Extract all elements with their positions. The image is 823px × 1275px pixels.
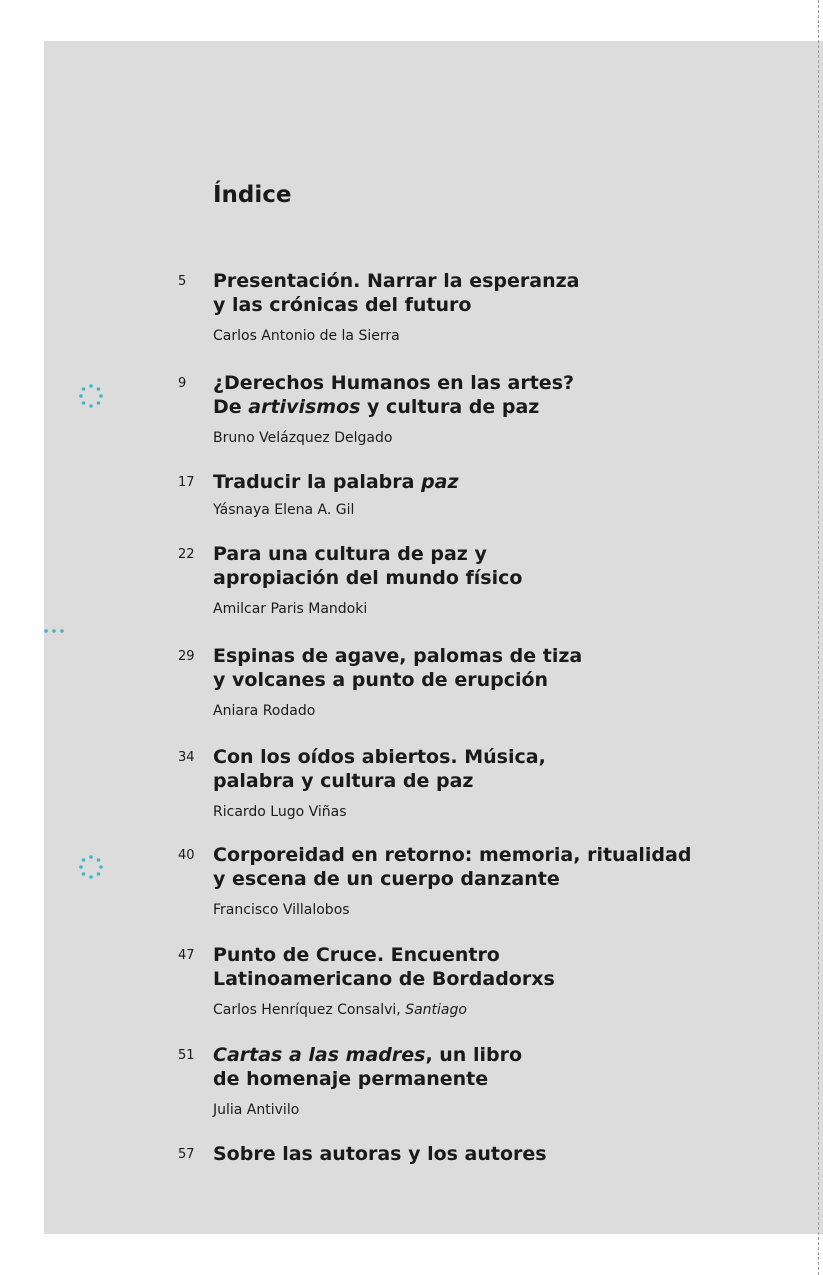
entry-title-line: de homenaje permanente [213,1068,489,1090]
entry-author: Carlos Antonio de la Sierra [213,328,400,344]
italic-text: artivismos [248,396,361,418]
entry-title [213,371,574,419]
page-number: 22 [178,547,195,562]
entry-title-line: apropiación del mundo físico [213,567,523,589]
italic-text: Santiago [405,1002,467,1018]
entry-title-line: ¿Derechos Humanos en las artes? [213,372,575,394]
entry-title-line: y las crónicas del futuro [213,294,472,316]
page-number: 17 [178,475,195,490]
page-title: Índice [213,182,292,208]
entry-title-line: Espinas de agave, palomas de tiza [213,645,583,667]
entry-title [213,943,555,991]
entry-title-line: Latinoamericano de Bordadorxs [213,968,555,990]
entry-author: Yásnaya Elena A. Gil [213,502,355,518]
entry-author: Francisco Villalobos [213,902,350,918]
page-number: 29 [178,649,195,664]
entry-title [213,1142,547,1166]
trim-line [818,0,819,1275]
entry-author: Carlos Henríquez Consalvi, Santiago [213,1002,467,1018]
entry-author: Amilcar Paris Mandoki [213,601,368,617]
entry-title [213,1043,522,1091]
entry-title [213,745,546,793]
entry-author: Bruno Velázquez Delgado [213,430,393,446]
dotted-ring-icon [78,383,104,409]
entry-title [213,644,582,692]
italic-text: paz [421,471,459,493]
entry-title-line: y escena de un cuerpo danzante [213,868,560,890]
entry-author: Ricardo Lugo Viñas [213,804,347,820]
entry-title-line: Traducir la palabra paz [213,471,459,493]
italic-text: Cartas a las madres [213,1044,426,1066]
entry-title-line: Cartas a las madres, un libro [213,1044,523,1066]
dotted-ring-icon [78,854,104,880]
page-number: 40 [178,848,195,863]
entry-author: Julia Antivilo [213,1102,300,1118]
page-number: 47 [178,948,195,963]
entry-title-line: y volcanes a punto de erupción [213,669,549,691]
page-number: 5 [178,274,187,289]
entry-title-line: Sobre las autoras y los autores [213,1143,547,1165]
entry-title [213,269,580,317]
entry-title-line: Presentación. Narrar la esperanza [213,270,580,292]
page-number: 57 [178,1147,195,1162]
page-number: 9 [178,376,187,391]
entry-title-line: Punto de Cruce. Encuentro [213,944,500,966]
page-number: 51 [178,1048,195,1063]
entry-title-line: Corporeidad en retorno: memoria, ritualidad [213,844,692,866]
entry-title-line: palabra y cultura de paz [213,770,474,792]
entry-title-line: Con los oídos abiertos. Música, [213,746,546,768]
entry-title [213,843,691,891]
page-number: 34 [178,750,195,765]
entry-title-line: De artivismos y cultura de paz [213,396,540,418]
entry-title [213,470,459,494]
entry-title-line: Para una cultura de paz y [213,543,487,565]
entry-title [213,542,522,590]
entry-author: Aniara Rodado [213,703,316,719]
three-dots-icon [42,627,66,635]
